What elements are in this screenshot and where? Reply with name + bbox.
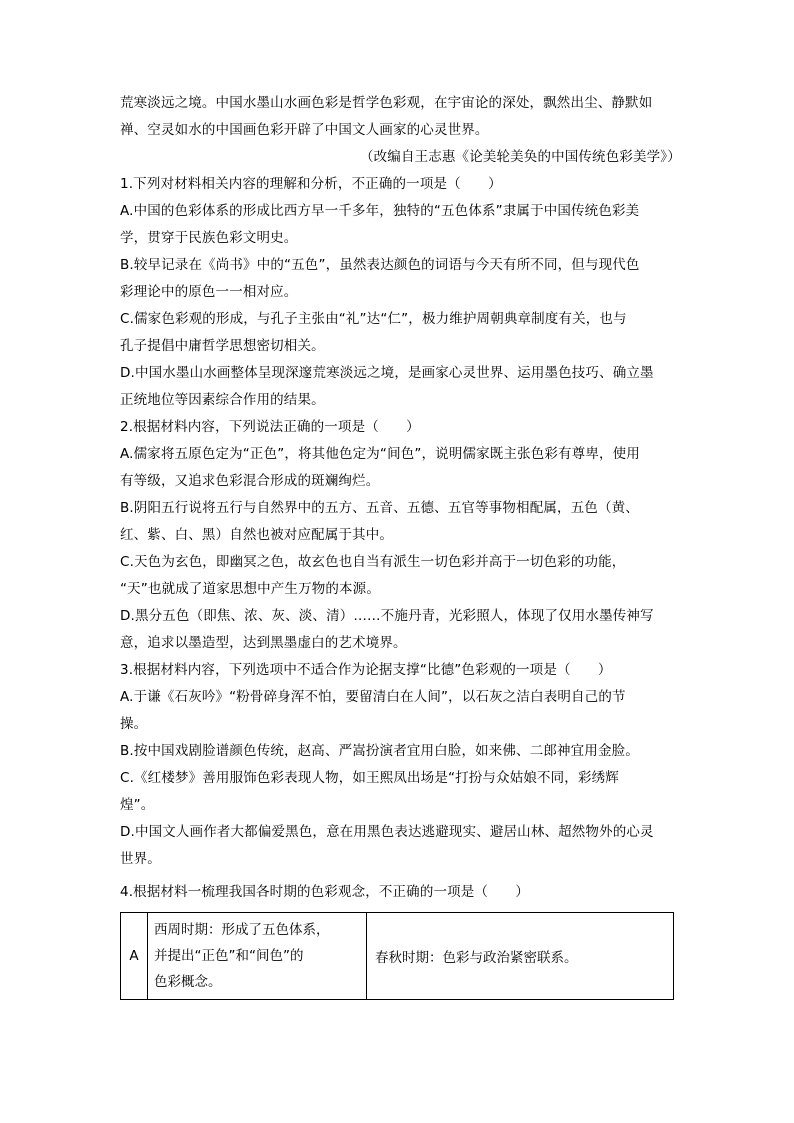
q1-option-a-line-2: 学，贯穿于民族色彩文明史。 <box>120 230 298 246</box>
q2-option-a-line-1: A.儒家将五原色定为“正色”，将其他色定为“间色”，说明儒家既主张色彩有尊卑，使用 <box>120 446 640 462</box>
q3-option-c-line-2: 煌”。 <box>120 797 155 813</box>
question-2-stem: 2.根据材料内容，下列说法正确的一项是（ ） <box>120 419 420 435</box>
q2-option-c-line-1: C.天色为玄色，即幽冥之色，故玄色也自当有派生一切色彩并高于一切色彩的功能， <box>120 554 626 570</box>
q3-option-a-line-2: 操。 <box>120 716 148 732</box>
q1-option-c-line-1: C.儒家色彩观的形成，与孔子主张由“礼”达“仁”，极力维护周朝典章制度有关，也与 <box>120 311 627 327</box>
q2-option-d-line-2: 意，追求以墨造型，达到黑墨虚白的艺术境界。 <box>120 635 407 651</box>
option-letter: A <box>121 913 148 1000</box>
q1-option-d-line-2: 正统地位等因素综合作用的结果。 <box>120 392 325 408</box>
q3-option-b-line-1: B.按中国戏剧脸谱颜色传统，赵高、严嵩扮演者宜用白脸，如来佛、二郎神宜用金脸。 <box>120 743 639 759</box>
q1-option-b-line-2: 彩理论中的原色一一相对应。 <box>120 284 298 300</box>
q2-option-b-line-1: B.阴阳五行说将五行与自然界中的五方、五音、五德、五官等事物相配属，五色（黄、 <box>120 500 639 516</box>
options-table <box>120 912 674 1000</box>
q2-option-c-line-2: “天”也就成了道家思想中产生万物的本源。 <box>120 581 380 597</box>
question-1-stem: 1.下列对材料相关内容的理解和分析，不正确的一项是（ ） <box>120 176 502 192</box>
table-row <box>121 913 674 1000</box>
question-3-stem: 3.根据材料内容，下列选项中不适合作为论据支撑“比德”色彩观的一项是（ ） <box>120 662 612 678</box>
cell-line: 色彩概念。 <box>154 974 222 990</box>
q1-option-d-line-1: D.中国水墨山水画整体呈现深邃荒寒淡远之境，是画家心灵世界、运用墨色技巧、确立墨 <box>120 365 654 381</box>
q3-option-d-line-1: D.中国文人画作者大都偏爱黑色，意在用黑色表达逃避现实、避居山林、超然物外的心灵 <box>120 824 654 840</box>
q3-option-c-line-1: C.《红楼梦》善用服饰色彩表现人物，如王熙凤出场是“打扮与众姑娘不同，彩绣辉 <box>120 770 619 786</box>
q1-option-c-line-2: 孔子提倡中庸哲学思想密切相关。 <box>120 338 325 354</box>
q3-option-d-line-2: 世界。 <box>120 851 161 867</box>
cell-line: 并提出“正色”和“间色”的 <box>154 948 304 964</box>
q2-option-a-line-2: 有等级，又追求色彩混合形成的斑斓绚烂。 <box>120 473 380 489</box>
passage-line-2: 禅、空灵如水的中国画色彩开辟了中国文人画家的心灵世界。 <box>120 122 489 138</box>
q1-option-b-line-1: B.较早记录在《尚书》中的“五色”，虽然表达颜色的词语与今天有所不同，但与现代色 <box>120 257 640 273</box>
passage-line-1: 荒寒淡远之境。中国水墨山水画色彩是哲学色彩观，在宇宙论的深处，飘然出尘、静默如 <box>120 95 653 111</box>
q3-option-a-line-1: A.于谦《石灰吟》“粉骨碎身浑不怕，要留清白在人间”，以石灰之洁白表明自己的节 <box>120 689 626 705</box>
question-4-stem: 4.根据材料一梳理我国各时期的色彩观念，不正确的一项是（ ） <box>120 884 530 900</box>
q2-option-d-line-1: D.黑分五色（即焦、浓、灰、淡、清）……不施丹青，光彩照人，体现了仅用水墨传神写 <box>120 608 654 624</box>
q2-option-b-line-2: 红、紫、白、黑）自然也被对应配属于其中。 <box>120 527 393 543</box>
q1-option-a-line-1: A.中国的色彩体系的形成比西方早一千多年，独特的“五色体系”隶属于中国传统色彩美 <box>120 203 640 219</box>
source-citation: （改编自王志惠《论美轮美奂的中国传统色彩美学》） <box>360 149 681 165</box>
table-cell-western-zhou <box>148 913 367 1000</box>
table-cell-spring-autumn: 春秋时期：色彩与政治紧密联系。 <box>367 913 674 1000</box>
cell-line: 西周时期：形成了五色体系， <box>154 922 330 938</box>
